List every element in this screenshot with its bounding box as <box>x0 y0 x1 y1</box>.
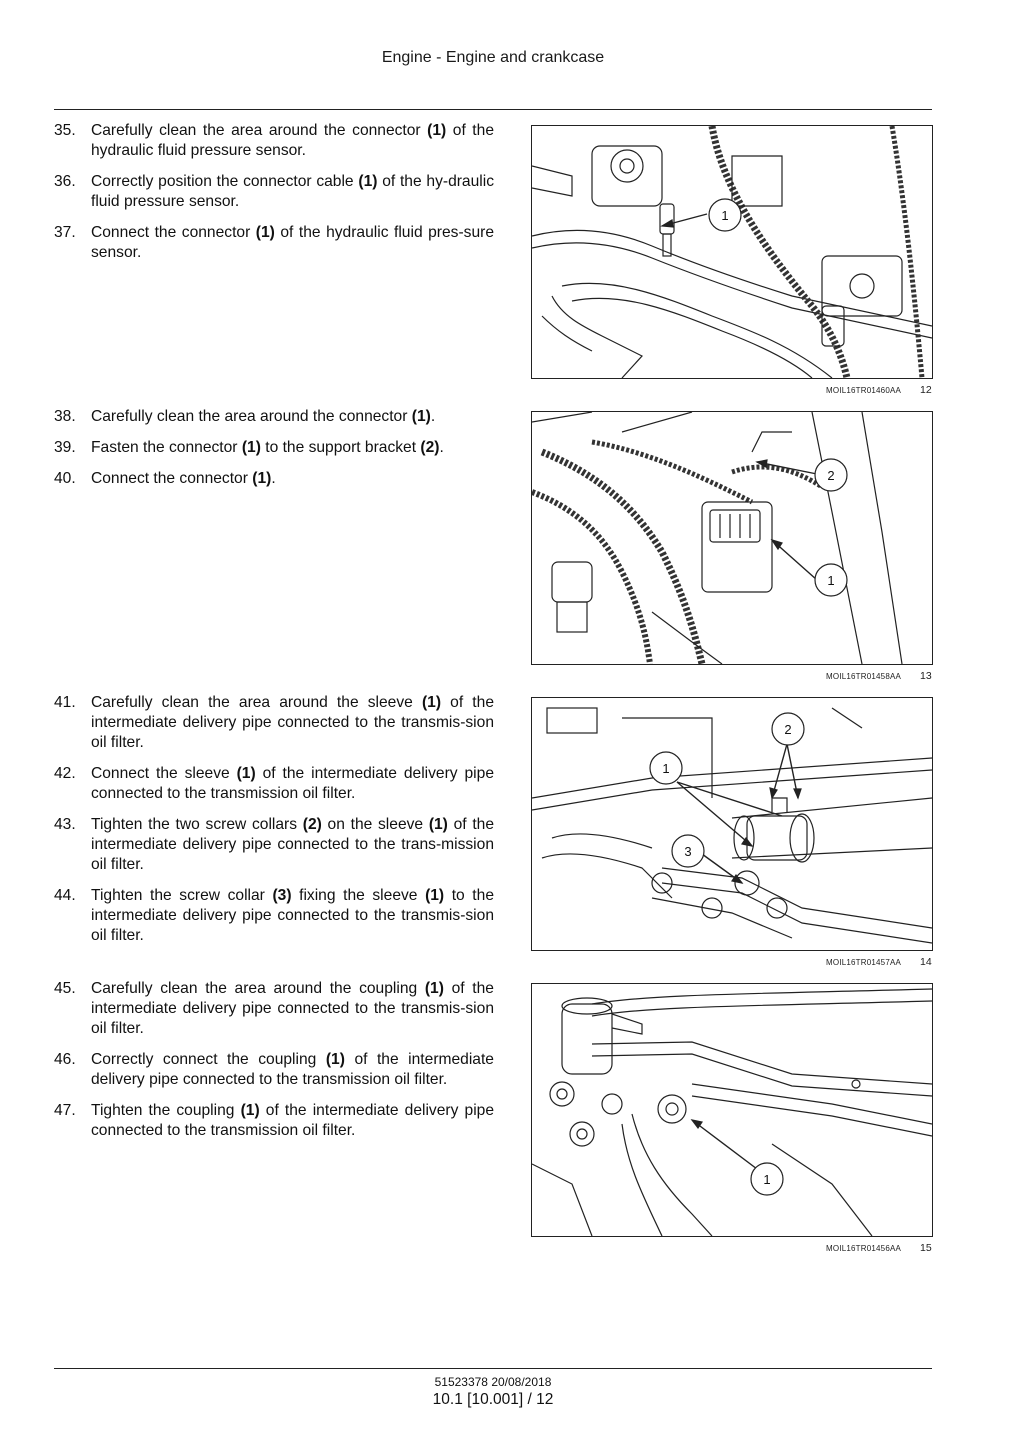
step-number: 44. <box>54 887 76 904</box>
header-rule <box>54 109 932 110</box>
callout-label: 2 <box>827 468 835 483</box>
step-number: 39. <box>54 439 76 456</box>
step-44 <box>54 886 494 946</box>
callout-label: 1 <box>662 761 670 776</box>
step-text: Correctly connect the coupling (1) of the intermediate delivery pipe connected to the transmission oil filter. <box>91 1051 494 1088</box>
step-36 <box>54 172 494 212</box>
step-number: 38. <box>54 408 76 425</box>
footer-document-id: 51523378 20/08/2018 <box>434 1375 552 1389</box>
step-text: Connect the connector (1) of the hydraulic fluid pres-sure sensor. <box>91 224 494 261</box>
step-45 <box>54 979 494 1039</box>
step-number: 35. <box>54 122 76 139</box>
footer-rule <box>54 1368 932 1369</box>
figure-number: 13 <box>920 670 932 682</box>
step-text: Fasten the connector (1) to the support bracket (2). <box>91 439 444 456</box>
step-41 <box>54 693 494 753</box>
figure-code: MOIL16TR01456AA <box>826 1244 902 1253</box>
callout-label: 2 <box>784 722 792 737</box>
step-number: 43. <box>54 816 76 833</box>
callout-label: 1 <box>827 573 835 588</box>
step-number: 47. <box>54 1102 76 1119</box>
step-35 <box>54 121 494 161</box>
figure-15-illustration <box>531 983 933 1237</box>
step-text: Carefully clean the area around the connector (1) of the hydraulic fluid pressure sensor. <box>91 122 494 159</box>
step-number: 42. <box>54 765 76 782</box>
step-text: Connect the connector (1). <box>91 470 276 487</box>
step-text: Carefully clean the area around the sleeve (1) of the intermediate delivery pipe connected to the transmis-sion oil filter. <box>91 694 494 751</box>
step-40 <box>54 469 494 489</box>
figure-code: MOIL16TR01457AA <box>826 958 902 967</box>
step-text: Tighten the two screw collars (2) on the sleeve (1) of the intermediate delivery pipe connected to the trans-mission oil filter. <box>91 816 494 873</box>
step-46 <box>54 1050 494 1090</box>
step-number: 37. <box>54 224 76 241</box>
footer-page-number: 10.1 [10.001] / 12 <box>432 1391 554 1408</box>
step-38 <box>54 407 494 427</box>
step-text: Tighten the screw collar (3) fixing the sleeve (1) to the intermediate delivery pipe connected to the transmis-sion oil filter. <box>91 887 494 944</box>
figure-number: 15 <box>920 1242 932 1254</box>
figure-13-illustration <box>531 411 933 665</box>
figure-number: 12 <box>920 384 932 396</box>
callout-label: 1 <box>763 1172 771 1187</box>
step-text: Connect the sleeve (1) of the intermediate delivery pipe connected to the transmission oil filter. <box>91 765 494 802</box>
figure-14-illustration <box>531 697 933 951</box>
step-37 <box>54 223 494 263</box>
callout-label: 3 <box>684 844 692 859</box>
step-text: Carefully clean the area around the connector (1). <box>91 408 436 425</box>
step-text: Correctly position the connector cable (1) of the hy-draulic fluid pressure sensor. <box>91 173 494 210</box>
step-number: 36. <box>54 173 76 190</box>
page-header-title: Engine - Engine and crankcase <box>381 49 605 66</box>
figure-12-illustration <box>531 125 933 379</box>
step-47 <box>54 1101 494 1141</box>
step-43 <box>54 815 494 875</box>
procedure-section-3 <box>54 693 494 957</box>
step-number: 41. <box>54 694 76 711</box>
figure-number: 14 <box>920 956 932 968</box>
procedure-section-2 <box>54 407 494 500</box>
procedure-section-1 <box>54 121 494 274</box>
step-42 <box>54 764 494 804</box>
step-number: 46. <box>54 1051 76 1068</box>
step-number: 40. <box>54 470 76 487</box>
step-number: 45. <box>54 980 76 997</box>
figure-code: MOIL16TR01460AA <box>826 386 902 395</box>
callout-label: 1 <box>721 208 729 223</box>
step-text: Tighten the coupling (1) of the intermediate delivery pipe connected to the transmission oil filter. <box>91 1102 495 1139</box>
procedure-section-4 <box>54 979 494 1152</box>
step-39 <box>54 438 494 458</box>
figure-code: MOIL16TR01458AA <box>826 672 902 681</box>
step-text: Carefully clean the area around the coupling (1) of the intermediate delivery pipe connected to the transmis-sion oil filter. <box>91 980 494 1037</box>
